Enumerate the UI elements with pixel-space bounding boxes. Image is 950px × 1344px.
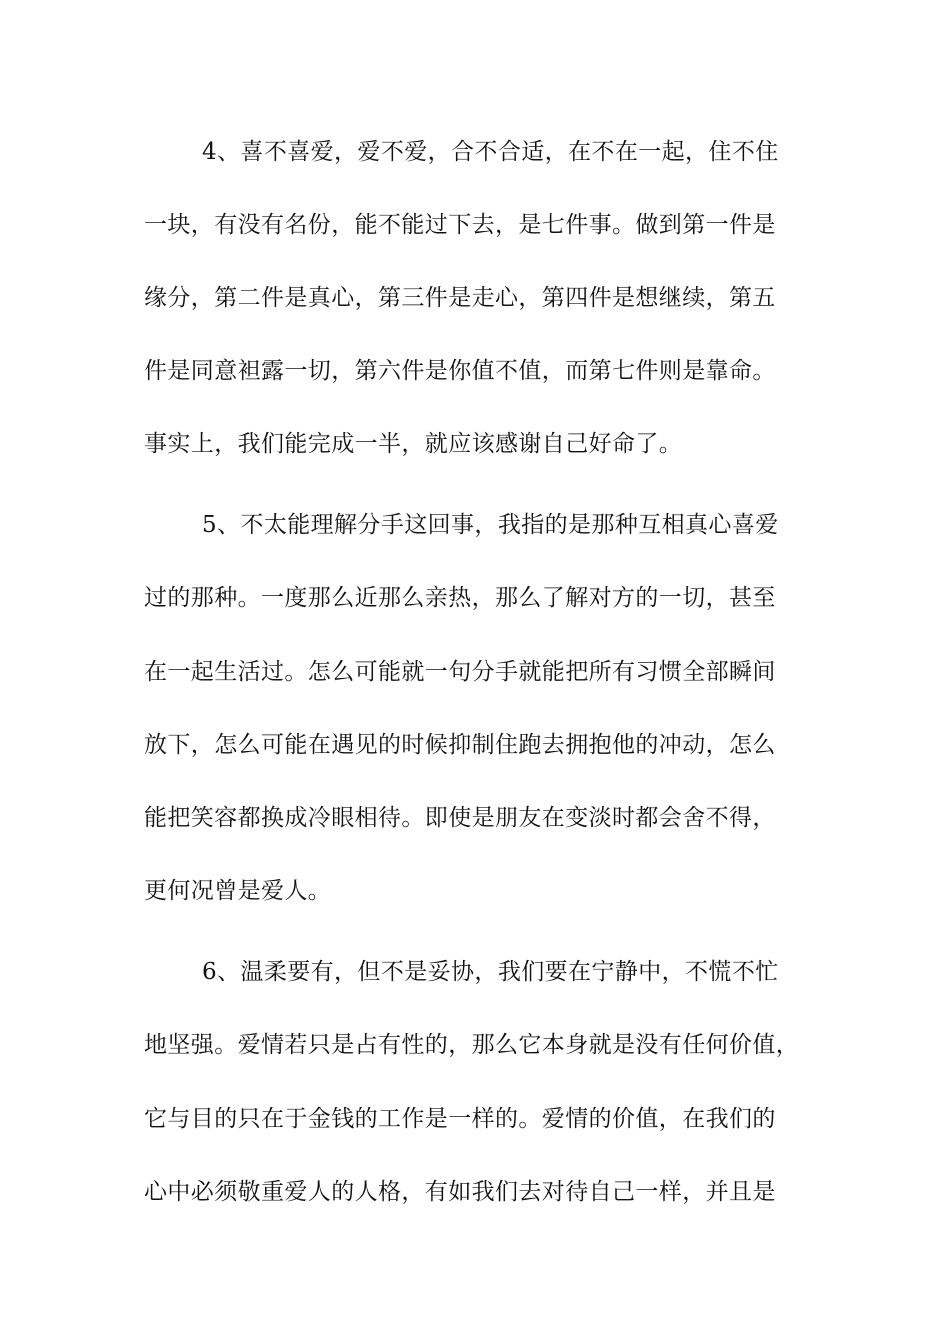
paragraph-6-line-2: 地坚强。爱情若只是占有性的，那么它本身就是没有任何价值， <box>144 1032 800 1058</box>
paragraph-6-line-1: 6、温柔要有，但不是妥协，我们要在宁静中，不慌不忙 <box>202 959 779 985</box>
paragraph-4-line-4: 件是同意袒露一切，第六件是你值不值，而第七件则是靠命。 <box>144 358 776 384</box>
paragraph-4-line-1: 4、喜不喜爱，爱不爱，合不合适，在不在一起，住不住 <box>202 139 779 165</box>
paragraph-6-line-3: 它与目的只在于金钱的工作是一样的。爱情的价值，在我们的 <box>144 1106 776 1132</box>
paragraph-4-line-2: 一块，有没有名份，能不能过下去，是七件事。做到第一件是 <box>144 212 776 238</box>
paragraph-5-line-2: 过的那种。一度那么近那么亲热，那么了解对方的一切，甚至 <box>144 585 776 611</box>
paragraph-4-line-5: 事实上，我们能完成一半，就应该感谢自己好命了。 <box>144 431 683 457</box>
paragraph-5-line-4: 放下，怎么可能在遇见的时候抑制住跑去拥抱他的冲动，怎么 <box>144 732 776 758</box>
paragraph-5-line-1: 5、不太能理解分手这回事，我指的是那种互相真心喜爱 <box>202 512 779 538</box>
paragraph-5-line-5: 能把笑容都换成冷眼相待。即使是朋友在变淡时都会舍不得， <box>144 805 776 831</box>
paragraph-5-line-6: 更何况曾是爱人。 <box>144 878 332 904</box>
paragraph-6-line-4: 心中必须敬重爱人的人格，有如我们去对待自己一样，并且是 <box>144 1179 776 1205</box>
paragraph-4-line-3: 缘分，第二件是真心，第三件是走心，第四件是想继续，第五 <box>144 285 776 311</box>
paragraph-5-line-3: 在一起生活过。怎么可能就一句分手就能把所有习惯全部瞬间 <box>144 659 776 685</box>
